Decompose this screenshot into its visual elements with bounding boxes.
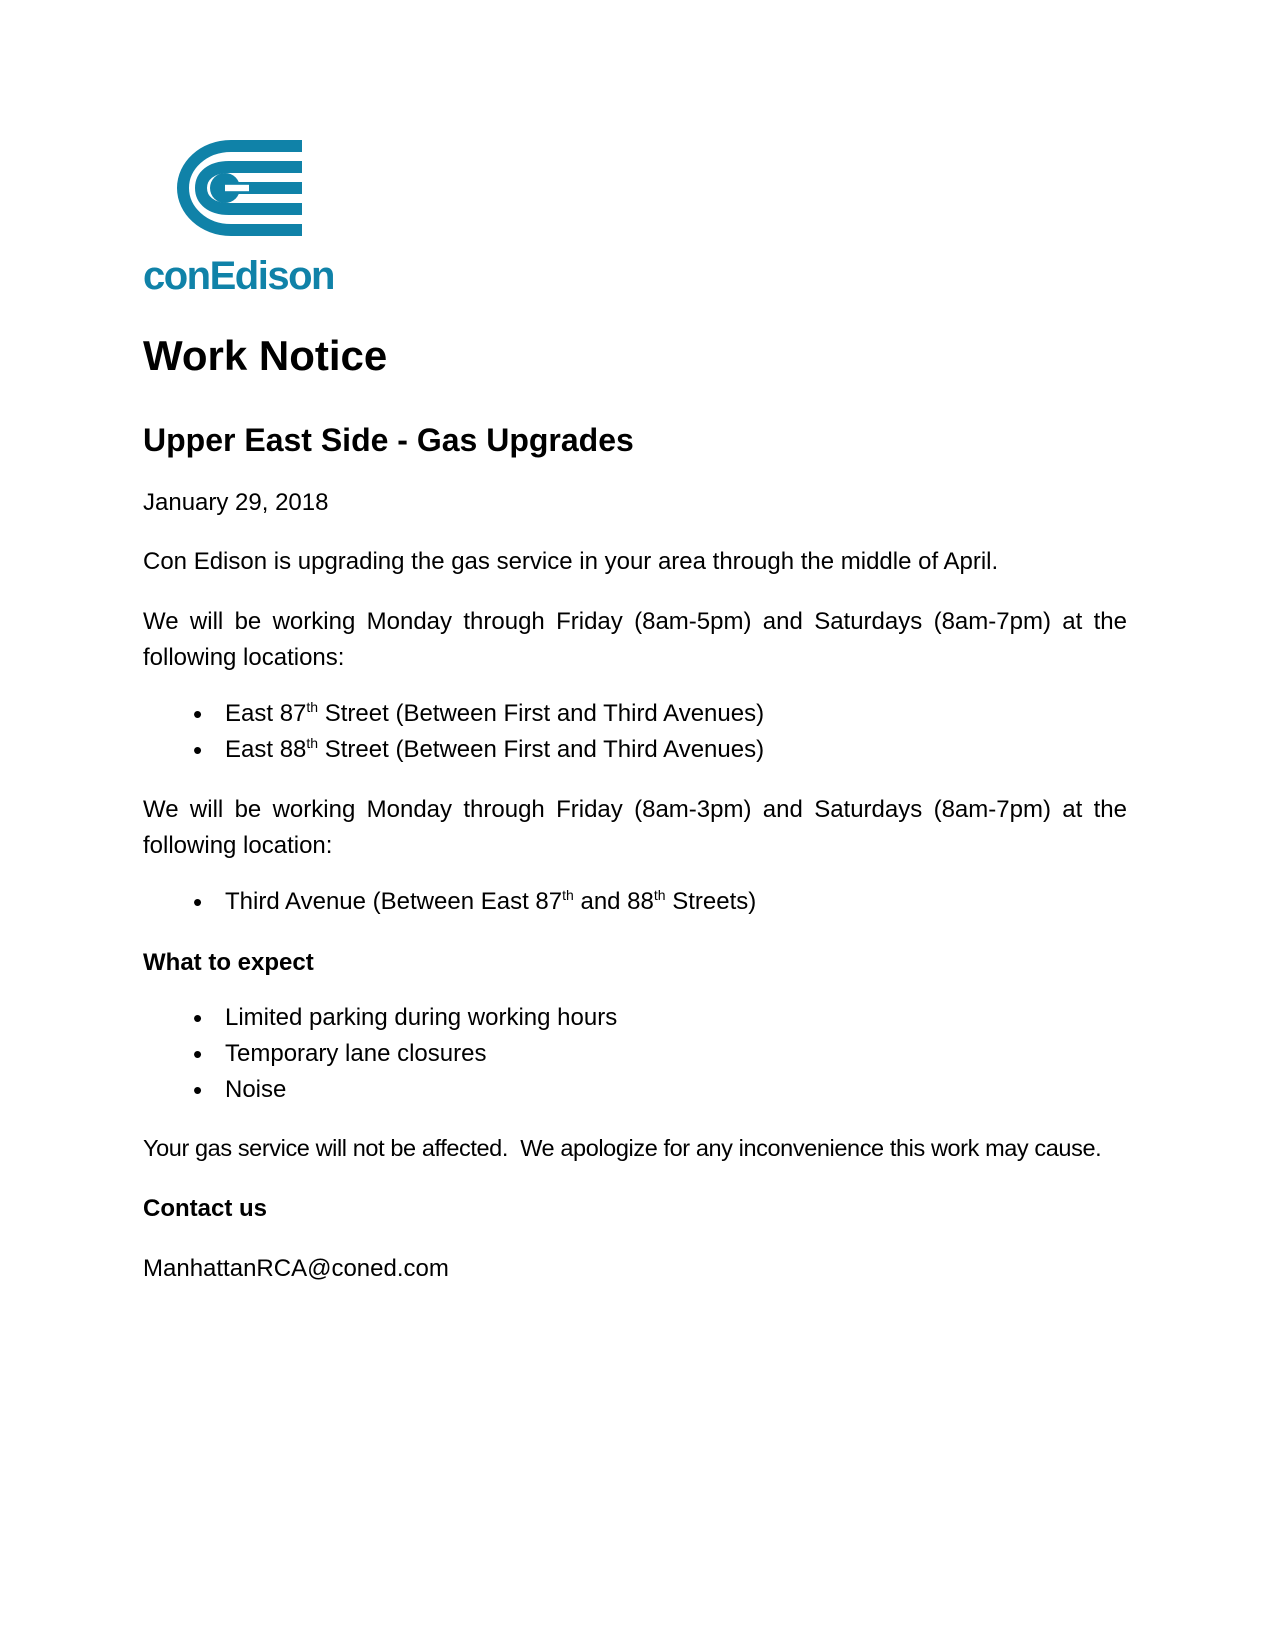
list-item-text: Limited parking during working hours (225, 1004, 618, 1031)
contact-heading: Contact us (143, 1195, 268, 1222)
list-item-text: and 88 (573, 888, 654, 915)
what-to-expect-heading: What to expect (143, 949, 314, 976)
bullet-icon: • (193, 1075, 203, 1105)
ordinal-superscript: th (306, 699, 319, 715)
list-item-text: Streets) (665, 888, 757, 915)
list-item-text: Temporary lane closures (225, 1040, 487, 1067)
list-item-text: East 87 (225, 700, 307, 727)
ordinal-superscript: th (562, 887, 574, 903)
list-item (143, 1036, 1127, 1072)
list-item-text: Street (Between First and Third Avenues) (318, 700, 765, 727)
what-to-expect-list (143, 1000, 1127, 1108)
page-subtitle: Upper East Side - Gas Upgrades (143, 422, 634, 458)
bullet-icon: • (193, 887, 203, 917)
list-item (143, 732, 1127, 768)
con-edison-logo (143, 138, 1127, 298)
page-title: Work Notice (143, 332, 388, 379)
list-item (143, 1000, 1127, 1036)
ordinal-superscript: th (306, 735, 319, 751)
contact-email: ManhattanRCA@coned.com (143, 1255, 449, 1282)
list-item (143, 1072, 1127, 1108)
list-item-text: Third Avenue (Between East 87 (225, 888, 563, 915)
bullet-icon: • (193, 1039, 203, 1069)
bullet-icon: • (193, 699, 203, 729)
list-item (143, 884, 1127, 920)
date-line: January 29, 2018 (143, 489, 329, 516)
bullet-icon: • (193, 1003, 203, 1033)
ordinal-superscript: th (653, 887, 666, 903)
list-item (143, 696, 1127, 732)
list-item-text: Noise (225, 1076, 287, 1103)
schedule-2-location-list (143, 884, 1127, 920)
bullet-icon: • (193, 735, 203, 765)
schedule-1-location-list (143, 696, 1127, 768)
schedule-1-paragraph: We will be working Monday through Friday (8am-5pm) and Saturdays (8am-7pm) at the following locations: (143, 608, 1127, 671)
closing-paragraph: Your gas service will not be affected. We apologize for any inconvenience this work may cause. (143, 1135, 1102, 1161)
list-item-text: Street (Between First and Third Avenues) (318, 736, 765, 763)
list-item-text: East 88 (225, 736, 307, 763)
con-edison-logo-icon (177, 138, 302, 242)
schedule-2-paragraph: We will be working Monday through Friday (8am-3pm) and Saturdays (8am-7pm) at the following location: (143, 796, 1127, 859)
intro-paragraph: Con Edison is upgrading the gas service in your area through the middle of April. (143, 548, 999, 575)
brand-wordmark: conEdison (143, 254, 334, 298)
